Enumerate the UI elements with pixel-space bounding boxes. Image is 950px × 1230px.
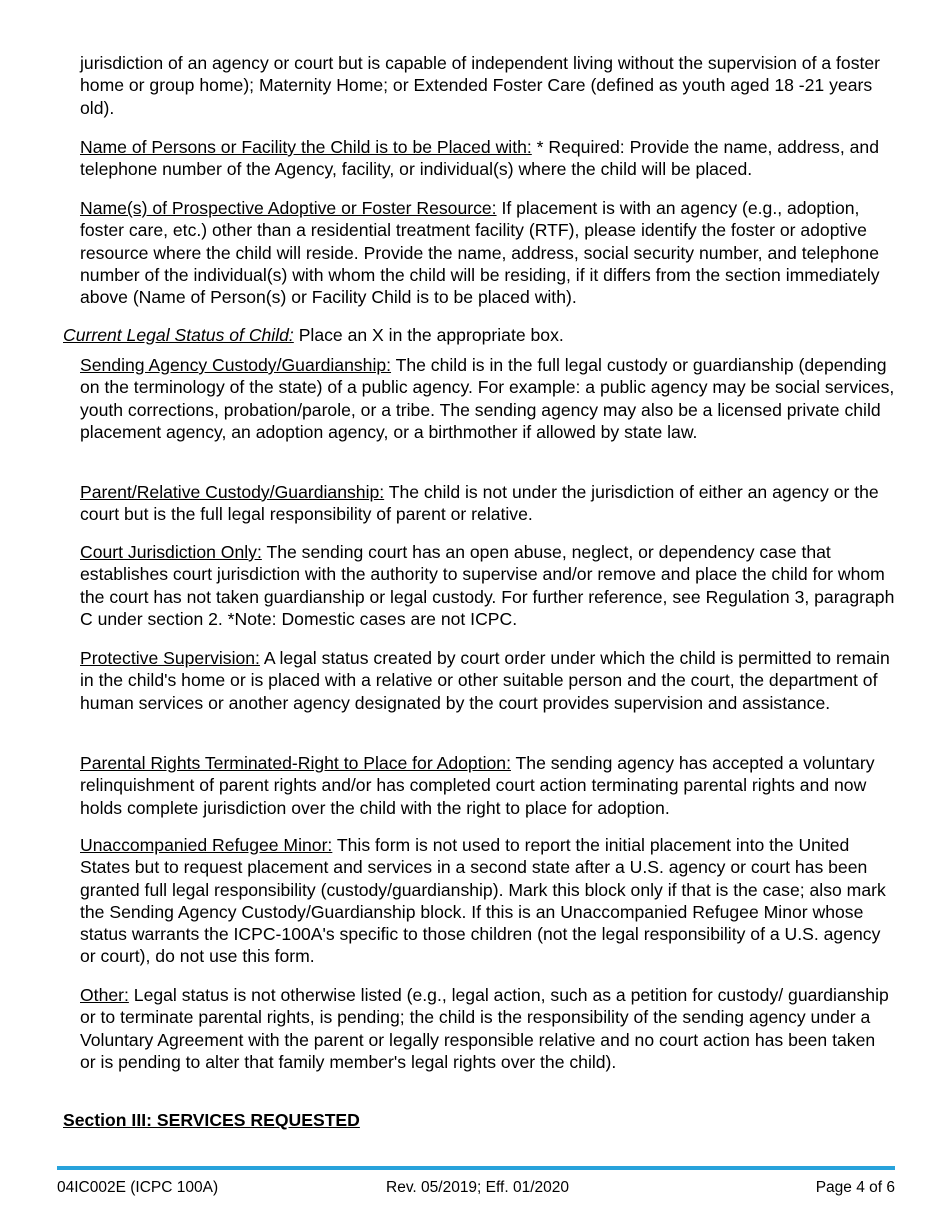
protective-supervision-text: A legal status created by court order under which the child is permitted to remain in the child's home or is placed with a relative or other suitable person and the court, the department of human services or another agency designated by the court provides supervision and assistance. xyxy=(80,648,890,713)
footer-form-id: 04IC002E (ICPC 100A) xyxy=(57,1179,219,1196)
footer-divider xyxy=(57,1166,895,1170)
name-of-persons-label: Name of Persons or Facility the Child is to be Placed with: xyxy=(80,137,532,157)
parent-relative-text: The child is not under the jurisdiction of either an agency or the court but is the full legal responsibility of parent or relative. xyxy=(80,482,879,525)
intro-continuation: jurisdiction of an agency or court but is capable of independent living without the supervision of a foster home or group home); Maternity Home; or Extended Foster Care (defined as youth aged 18 -21 years old). xyxy=(80,53,881,118)
prospective-resource-label: Name(s) of Prospective Adoptive or Foster Resource: xyxy=(80,198,497,218)
parental-rights-paragraph xyxy=(80,752,895,819)
sending-agency-label: Sending Agency Custody/Guardianship: xyxy=(80,355,392,375)
court-jurisdiction-text: The sending court has an open abuse, neglect, or dependency case that establishes court jurisdiction with the authority to supervise and/or remove and place the child for whom the court has not taken guardianship or legal custody. For further reference, see Regulation 3, paragraph C under section 2. *Note: Domestic cases are not ICPC. xyxy=(80,542,895,629)
footer-revision: Rev. 05/2019; Eff. 01/2020 xyxy=(386,1179,569,1196)
parental-rights-text: The sending agency has accepted a voluntary relinquishment of parent rights and/or has completed court action terminating parental rights and now holds complete jurisdiction over the child with the right to place for adoption. xyxy=(80,753,875,818)
footer-page-number: Page 4 of 6 xyxy=(815,1179,895,1196)
name-of-persons-paragraph xyxy=(80,136,895,181)
refugee-minor-paragraph xyxy=(80,834,895,968)
legal-status-heading xyxy=(63,324,878,346)
legal-status-text: Place an X in the appropriate box. xyxy=(293,325,564,345)
other-text: Legal status is not otherwise listed (e.g., legal action, such as a petition for custody/ guardianship or to terminate parental rights, is pending; the child is the responsibility of the sending agency under a Voluntary Agreement with the parent or legally responsible relative and no court action has been taken or is pending to alter that family member's legal rights over the child). xyxy=(80,985,889,1072)
sending-agency-text: The child is in the full legal custody or guardianship (depending on the terminology of the state) of a public agency. For example: a public agency may be social services, youth corrections, probation/parole, or a tribe. The sending agency may also be a licensed private child placement agency, an adoption agency, or a birthmother if allowed by state law. xyxy=(80,355,895,442)
parental-rights-label: Parental Rights Terminated-Right to Place for Adoption: xyxy=(80,753,511,773)
other-paragraph xyxy=(80,984,895,1073)
name-of-persons-text: * Required: Provide the name, address, and telephone number of the Agency, facility, or individual(s) where the child will be placed. xyxy=(80,137,879,180)
sending-agency-paragraph xyxy=(80,354,895,443)
other-label: Other: xyxy=(80,985,129,1005)
court-jurisdiction-paragraph xyxy=(80,541,895,630)
parent-relative-label: Parent/Relative Custody/Guardianship: xyxy=(80,482,385,502)
protective-supervision-paragraph xyxy=(80,647,895,714)
protective-supervision-label: Protective Supervision: xyxy=(80,648,260,668)
parent-relative-paragraph xyxy=(80,481,895,526)
legal-status-label: Current Legal Status of Child: xyxy=(63,325,294,345)
refugee-minor-text: This form is not used to report the initial placement into the United States but to request placement and services in a second state after a U.S. agency or court has been granted full legal responsibility (custody/guardianship). Mark this block only if that is the case; also mark the Sending Agency Custody/Guardianship block. If this is an Unaccompanied Refugee Minor whose status warrants the ICPC-100A's specific to those children (not the legal responsibility of a U.S. agency or court), do not use this form. xyxy=(80,835,886,967)
section-iii-heading: Section III: SERVICES REQUESTED xyxy=(63,1110,360,1130)
prospective-resource-text: If placement is with an agency (e.g., adoption, foster care, etc.) other than a residential treatment facility (RTF), please identify the foster or adoptive resource where the child will reside. Provide the name, address, social security number, and telephone number of the individual(s) with whom the child will be residing, if it differs from the section immediately above (Name of Person(s) or Facility Child is to be placed with). xyxy=(80,198,880,308)
prospective-resource-paragraph xyxy=(80,197,895,308)
court-jurisdiction-label: Court Jurisdiction Only: xyxy=(80,542,262,562)
refugee-minor-label: Unaccompanied Refugee Minor: xyxy=(80,835,333,855)
